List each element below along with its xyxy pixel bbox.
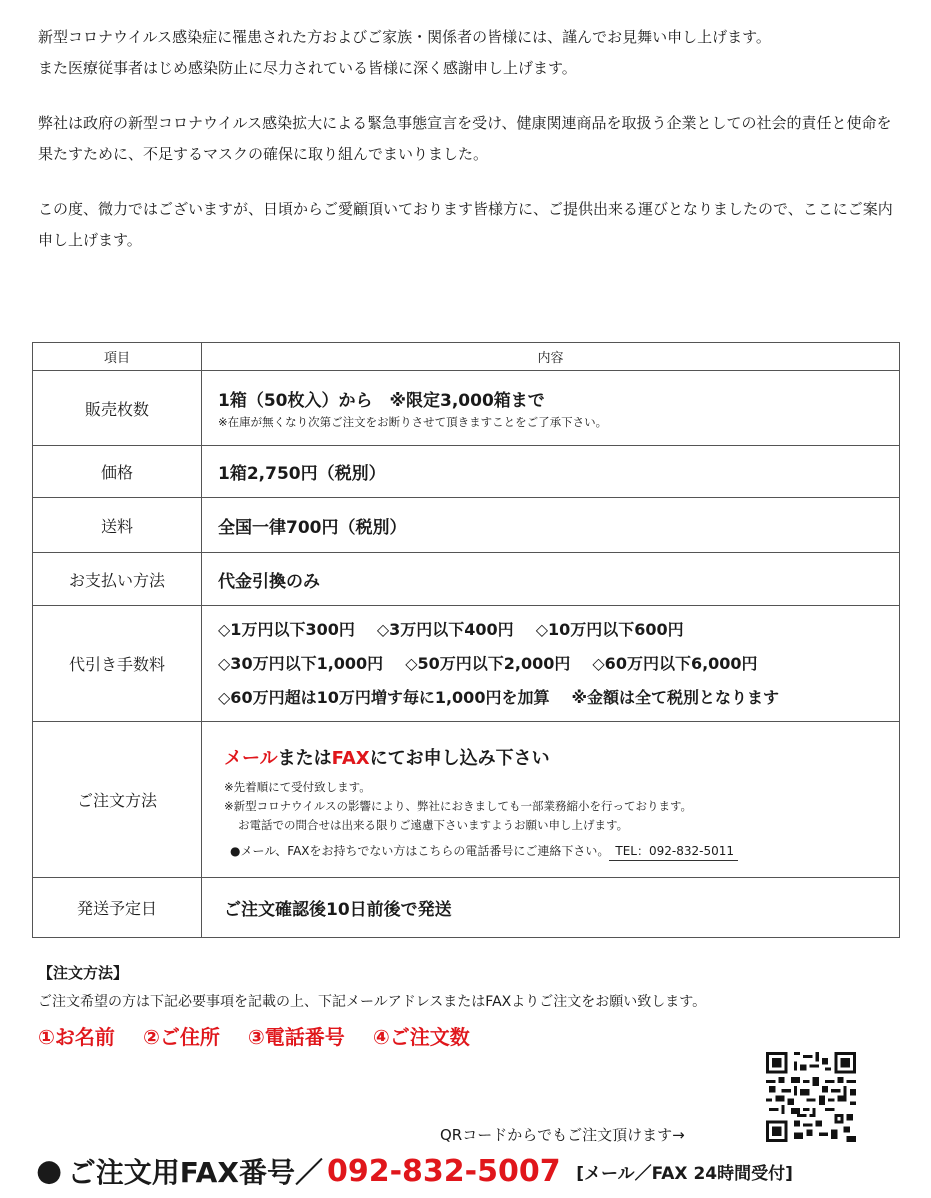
value-payment: 代金引換のみ [202,553,900,606]
order-head-fax: FAX [331,748,370,769]
cod-fee-item: ◇60万円超は10万円増す毎に1,000円を加算 [218,687,550,707]
cod-fee-item: ◇10万円以下600円 [535,619,684,639]
value-order-method [202,722,900,878]
header-content: 内容 [202,343,900,371]
order-instructions [38,962,898,1050]
value-sales-quantity [202,371,900,446]
header-item: 項目 [33,343,202,371]
order-method-heading [224,744,891,770]
required-item-name: ①お名前 [38,1025,115,1049]
order-phone-number: TEL：092-832-5011 [609,842,738,861]
cod-fee-line-2 [218,647,891,681]
row-price [33,446,900,498]
required-items [38,1021,898,1050]
cod-fee-line-1 [218,613,891,647]
order-note-covid: ※新型コロナウイルスの影響により、弊社におきましても一部業務縮小を行っております。 [224,799,693,813]
intro-paragraph-2: 弊社は政府の新型コロナウイルス感染拡大による緊急事態宣言を受け、健康関連商品を取扱う企業としての社会的責任と使命を果たすために、不足するマスクの確保に取り組んでまいりました。 [38,114,892,163]
table-header-row [33,343,900,371]
fax-number: 092-832-5007 [326,1153,561,1189]
fax-number-line [36,1151,793,1191]
order-contact-line [230,842,891,861]
label-shipping: 送料 [33,498,202,553]
row-delivery [33,878,900,938]
label-sales-quantity: 販売枚数 [33,371,202,446]
value-shipping: 全国一律700円（税別） [202,498,900,553]
order-note-first-come: ※先着順にて受付致します。 [224,780,371,794]
row-payment [33,553,900,606]
label-price: 価格 [33,446,202,498]
order-note-phone: お電話での問合せは出来る限りご遠慮下さいますようお願い申し上げます。 [238,818,629,832]
cod-fee-item: ◇50万円以下2,000円 [405,653,571,673]
qr-code-icon[interactable] [766,1052,856,1142]
value-delivery [202,878,900,938]
sales-quantity-note: ※在庫が無くなり次第ご注文をお断りさせて頂きますことをご了承下さい。 [218,415,608,429]
order-head-mail: メール [224,748,278,769]
product-spec-table [32,342,900,938]
cod-fee-line-3 [218,681,891,715]
label-cod-fee: 代引き手数料 [33,606,202,722]
fax-bullet: ● [36,1153,63,1189]
cod-fee-item: ◇30万円以下1,000円 [218,653,384,673]
row-sales-quantity [33,371,900,446]
cod-fee-item: ◇3万円以下400円 [376,619,514,639]
intro-line-gratitude: また医療従事者はじめ感染防止に尽力されている皆様に深く感謝申し上げます。 [38,59,577,77]
required-item-address: ②ご住所 [142,1025,220,1049]
order-contact-text: ●メール、FAXをお持ちでない方はこちらの電話番号にご連絡下さい。 [230,844,610,858]
sales-quantity-text: 1箱（50枚入）から ※限定3,000箱まで [218,391,545,411]
row-order-method [33,722,900,878]
row-cod-fee [33,606,900,722]
qr-caption: QRコードからでもご注文頂けます→ [440,1126,685,1144]
intro-paragraph-3: この度、微力ではございますが、日頃からご愛顧頂いております皆様方に、ご提供出来る運びとなりましたので、ここにご案内申し上げます。 [38,200,893,249]
cod-fee-tax-note: ※金額は全て税別となります [571,687,780,707]
fax-title: ご注文用FAX番号／ [67,1156,323,1189]
order-section-title: 【注文方法】 [38,964,129,982]
cod-fee-item: ◇60万円以下6,000円 [592,653,758,673]
intro-paragraph-1 [38,22,898,84]
value-cod-fee [202,606,900,722]
delivery-text: ご注文確認後10日前後で発送 [224,900,452,920]
label-order-method: ご注文方法 [33,722,202,878]
intro-line-condolence: 新型コロナウイルス感染症に罹患された方およびご家族・関係者の皆様には、謹んでお見舞い申し上げます。 [38,28,771,46]
row-shipping [33,498,900,553]
value-price: 1箱2,750円（税別） [202,446,900,498]
fax-hours: [メール／FAX 24時間受付] [576,1163,793,1184]
intro-text [38,22,898,256]
required-item-phone: ③電話番号 [247,1025,345,1049]
cod-fee-item: ◇1万円以下300円 [218,619,355,639]
order-head-or: または [277,748,332,769]
order-section-description: ご注文希望の方は下記必要事項を記載の上、下記メールアドレスまたはFAXよりご注文をお願い致します。 [38,994,707,1010]
label-delivery: 発送予定日 [33,878,202,938]
order-head-tail: にてお申し込み下さい [369,748,550,769]
required-item-quantity: ④ご注文数 [372,1025,470,1049]
label-payment: お支払い方法 [33,553,202,606]
